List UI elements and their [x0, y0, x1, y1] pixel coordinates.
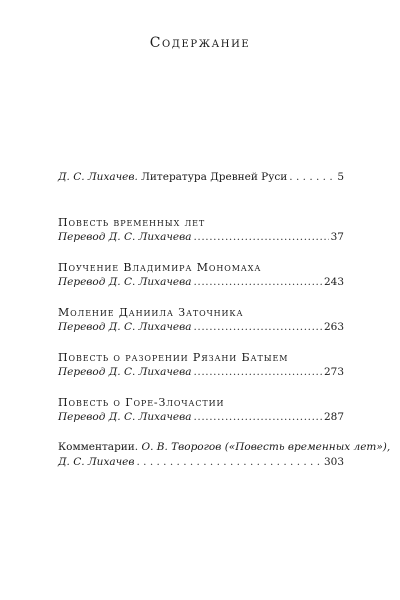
- dot-leader: [193, 410, 321, 425]
- dot-leader: [193, 230, 328, 245]
- toc-entry-section: [58, 305, 344, 335]
- toc-entry-title: Литература Древней Руси: [141, 171, 288, 183]
- toc-entry-label: [58, 170, 287, 185]
- toc-row: [58, 410, 344, 425]
- toc-entry-section: [58, 260, 344, 290]
- dot-leader: [193, 320, 321, 335]
- table-of-contents: [58, 170, 391, 470]
- toc-row: [58, 230, 344, 245]
- toc-page-number: 303: [323, 456, 344, 468]
- toc-page-number: 273: [323, 366, 344, 378]
- toc-section-subtitle: Перевод Д. С. Лихачева: [58, 231, 192, 243]
- page-title: Содержание: [149, 35, 251, 51]
- toc-row: [58, 365, 344, 380]
- toc-row: [58, 455, 344, 470]
- toc-section-heading: Поучение Владимира Мономаха: [58, 261, 262, 274]
- toc-page-number: 287: [323, 411, 344, 423]
- toc-row: [58, 275, 344, 290]
- toc-commentary-label: Комментарии.: [58, 441, 139, 453]
- toc-page-number: 37: [330, 231, 344, 243]
- toc-entry-commentary: [58, 440, 391, 470]
- toc-page-number: 263: [323, 321, 344, 333]
- dot-leader: [193, 275, 321, 290]
- toc-section-heading: Моление Даниила Заточника: [58, 306, 244, 319]
- toc-page-number: 243: [323, 276, 344, 288]
- toc-row: [58, 170, 344, 185]
- toc-page-number: 5: [337, 171, 344, 183]
- toc-entry-section: [58, 395, 344, 425]
- toc-section-subtitle: Перевод Д. С. Лихачева: [58, 276, 192, 288]
- toc-entry-author: Д. С. Лихачев.: [58, 171, 138, 183]
- toc-section-heading: Повесть о Горе-Злочастии: [58, 396, 225, 409]
- dot-leader: [289, 170, 335, 185]
- toc-commentary-authors-line1: О. В. Творогов («Повесть временных лет»),: [141, 441, 391, 453]
- dot-leader: [193, 365, 321, 380]
- toc-section-heading: Повесть временных лет: [58, 216, 206, 229]
- toc-section-subtitle: Перевод Д. С. Лихачева: [58, 411, 192, 423]
- toc-section-heading: Повесть о разорении Рязани Батыем: [58, 351, 289, 364]
- toc-entry-section: [58, 350, 344, 380]
- toc-commentary-line1: [58, 440, 391, 455]
- toc-commentary-authors-line2: Д. С. Лихачев: [58, 456, 135, 468]
- toc-entry-section: [58, 215, 344, 245]
- toc-row: [58, 320, 344, 335]
- toc-section-subtitle: Перевод Д. С. Лихачева: [58, 321, 192, 333]
- toc-entry-intro: [58, 170, 344, 185]
- toc-section-subtitle: Перевод Д. С. Лихачева: [58, 366, 192, 378]
- dot-leader: [136, 455, 321, 470]
